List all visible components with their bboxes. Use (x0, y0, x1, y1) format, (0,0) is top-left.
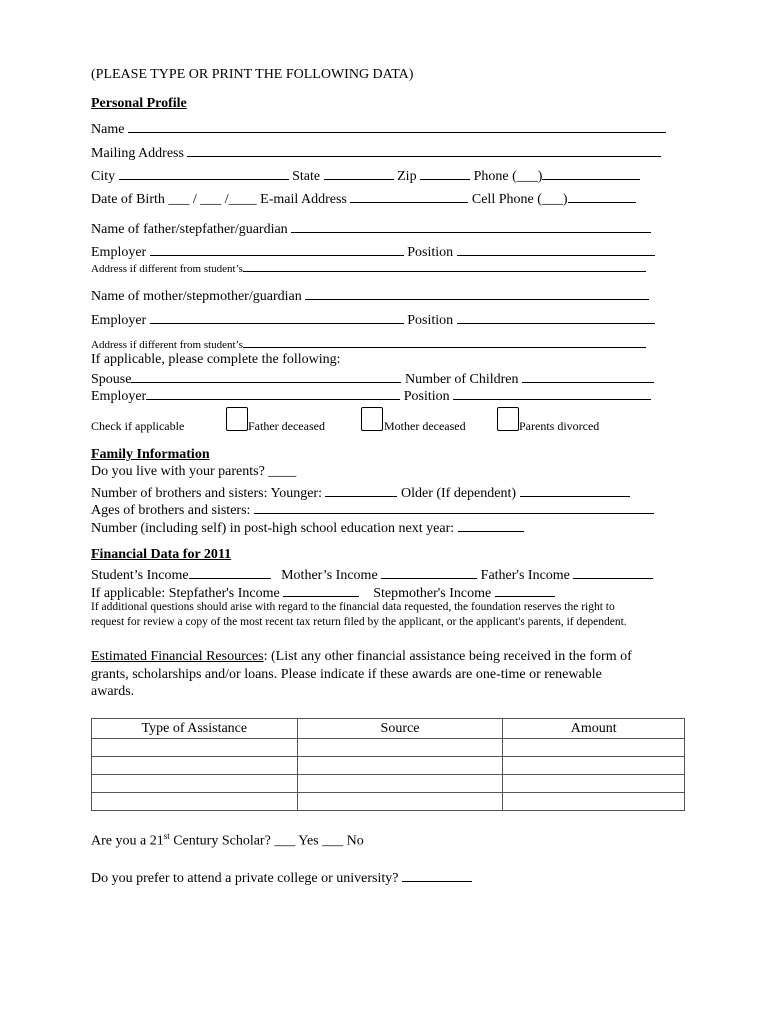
mother-position-label: Position (407, 313, 454, 328)
city-field[interactable] (119, 167, 289, 180)
table-row (92, 793, 685, 811)
zip-label: Zip (397, 169, 417, 184)
private-college-field[interactable] (402, 869, 472, 882)
resources-text-1: : (List any other financial assistance being received in the form of (263, 649, 632, 664)
siblings-younger-field[interactable] (325, 484, 397, 497)
cell-phone-field[interactable] (568, 190, 636, 203)
source-cell[interactable] (297, 793, 503, 811)
resources-text-2: grants, scholarships and/or loans. Please indicate if these awards are one-time or renewable (91, 667, 602, 682)
cell-phone-label: Cell Phone (___) (471, 192, 568, 207)
financial-data-heading: Financial Data for 2011 (91, 547, 232, 562)
sibling-ages-field[interactable] (254, 501, 654, 514)
father-employer-field[interactable] (150, 243, 404, 256)
father-address-row (91, 262, 646, 275)
father-employer-row (91, 243, 655, 260)
mother-name-field[interactable] (305, 287, 649, 300)
state-field[interactable] (324, 167, 394, 180)
father-name-label: Name of father/stepfather/guardian (91, 222, 288, 237)
mother-employer-label: Employer (91, 313, 147, 328)
family-info-heading: Family Information (91, 447, 210, 462)
dob-row (91, 190, 636, 207)
father-employer-label: Employer (91, 245, 147, 260)
city-row (91, 167, 640, 184)
spouse-label: Spouse (91, 372, 132, 387)
father-position-label: Position (407, 245, 454, 260)
table-row (92, 739, 685, 757)
mother-name-row (91, 287, 649, 304)
stepmother-income-field[interactable] (495, 584, 555, 597)
post-high-row (91, 519, 524, 536)
children-label: Number of Children (404, 372, 519, 387)
scholar-text-before: Are you a 21 (91, 833, 164, 849)
name-label: Name (91, 122, 125, 137)
stepfather-income-label: If applicable: Stepfather's Income (91, 586, 280, 601)
siblings-older-field[interactable] (520, 484, 630, 497)
column-header-source: Source (297, 719, 503, 739)
resources-text-3: awards. (91, 684, 135, 699)
resources-line1 (91, 650, 632, 664)
spouse-row (91, 370, 654, 387)
parents-divorced-checkbox[interactable] (497, 407, 519, 431)
type-cell[interactable] (92, 739, 298, 757)
scholar-question (91, 832, 364, 849)
spouse-position-field[interactable] (453, 387, 651, 400)
table-header-row (92, 719, 685, 739)
sibling-ages-row (91, 501, 654, 518)
phone-field[interactable] (542, 167, 640, 180)
mother-employer-row (91, 311, 655, 328)
mother-address-field[interactable] (243, 338, 646, 348)
mother-address-row (91, 338, 646, 351)
stepmother-income-label: Stepmother's Income (373, 586, 492, 601)
amount-cell[interactable] (503, 793, 685, 811)
email-label: E-mail Address (260, 192, 347, 207)
mailing-row (91, 144, 661, 161)
column-header-amount: Amount (503, 719, 685, 739)
father-deceased-checkbox[interactable] (226, 407, 248, 431)
father-name-row (91, 220, 651, 237)
table-row (92, 775, 685, 793)
type-cell[interactable] (92, 775, 298, 793)
spouse-intro: If applicable, please complete the following: (91, 352, 341, 367)
resources-heading: Estimated Financial Resources (91, 649, 264, 664)
source-cell[interactable] (297, 775, 503, 793)
form-instructions: (PLEASE TYPE OR PRINT THE FOLLOWING DATA) (91, 67, 414, 82)
mailing-address-field[interactable] (187, 144, 661, 157)
live-with-parents-question: Do you live with your parents? ____ (91, 464, 297, 479)
father-position-field[interactable] (457, 243, 655, 256)
mother-income-label: Mother’s Income (281, 568, 378, 583)
mother-deceased-checkbox[interactable] (361, 407, 383, 431)
amount-cell[interactable] (503, 739, 685, 757)
mailing-address-label: Mailing Address (91, 146, 184, 161)
student-income-label: Student’s Income (91, 568, 189, 583)
type-cell[interactable] (92, 757, 298, 775)
state-label: State (292, 169, 321, 184)
post-high-label: Number (including self) in post-high school education next year: (91, 521, 455, 536)
spouse-employer-label: Employer (91, 389, 147, 404)
personal-profile-heading: Personal Profile (91, 96, 187, 111)
scholar-text-after: Century Scholar? ___ Yes ___ No (169, 833, 364, 849)
check-applicable-label: Check if applicable (91, 419, 185, 433)
source-cell[interactable] (297, 757, 503, 775)
parents-divorced-label: Parents divorced (519, 419, 600, 433)
mother-deceased-label: Mother deceased (384, 419, 466, 433)
post-high-field[interactable] (458, 519, 524, 532)
siblings-row (91, 484, 630, 501)
step-income-row (91, 584, 555, 601)
type-cell[interactable] (92, 793, 298, 811)
scholar-sup: st (163, 831, 170, 841)
student-income-field[interactable] (189, 566, 271, 579)
father-income-field[interactable] (573, 566, 653, 579)
financial-note-line2: request for review a copy of the most recent tax return filed by the applicant, or the applicant's parents, if dependent. (91, 616, 627, 628)
siblings-younger-label: Number of brothers and sisters: Younger: (91, 486, 322, 501)
siblings-older-label: Older (If dependent) (400, 486, 517, 501)
name-field[interactable] (128, 120, 666, 133)
mother-income-field[interactable] (381, 566, 477, 579)
source-cell[interactable] (297, 739, 503, 757)
income-row (91, 566, 653, 583)
spouse-position-label: Position (403, 389, 450, 404)
phone-label: Phone (___) (473, 169, 543, 184)
city-label: City (91, 169, 116, 184)
amount-cell[interactable] (503, 775, 685, 793)
email-field[interactable] (350, 190, 468, 203)
name-row (91, 120, 666, 137)
column-header-type: Type of Assistance (92, 719, 298, 739)
spouse-field[interactable] (131, 370, 401, 383)
table-row (92, 757, 685, 775)
dob-label: Date of Birth ___ / ___ /____ (91, 192, 257, 207)
spouse-employer-field[interactable] (146, 387, 400, 400)
private-college-row (91, 869, 472, 886)
private-college-question: Do you prefer to attend a private college or university? (91, 871, 399, 886)
father-address-label: Address if different from student’s (91, 263, 243, 275)
father-address-field[interactable] (243, 262, 646, 272)
spouse-employer-row (91, 387, 651, 404)
stepfather-income-field[interactable] (283, 584, 359, 597)
zip-field[interactable] (420, 167, 470, 180)
financial-note-line1: If additional questions should arise with regard to the financial data requested, the foundation reserves the right to (91, 601, 615, 613)
assistance-table (91, 718, 685, 811)
father-income-label: Father's Income (480, 568, 570, 583)
father-deceased-label: Father deceased (248, 419, 325, 433)
children-field[interactable] (522, 370, 654, 383)
sibling-ages-label: Ages of brothers and sisters: (91, 503, 251, 518)
father-name-field[interactable] (291, 220, 651, 233)
mother-name-label: Name of mother/stepmother/guardian (91, 289, 302, 304)
mother-employer-field[interactable] (150, 311, 404, 324)
mother-position-field[interactable] (457, 311, 655, 324)
amount-cell[interactable] (503, 757, 685, 775)
mother-address-label: Address if different from student’s (91, 339, 243, 351)
